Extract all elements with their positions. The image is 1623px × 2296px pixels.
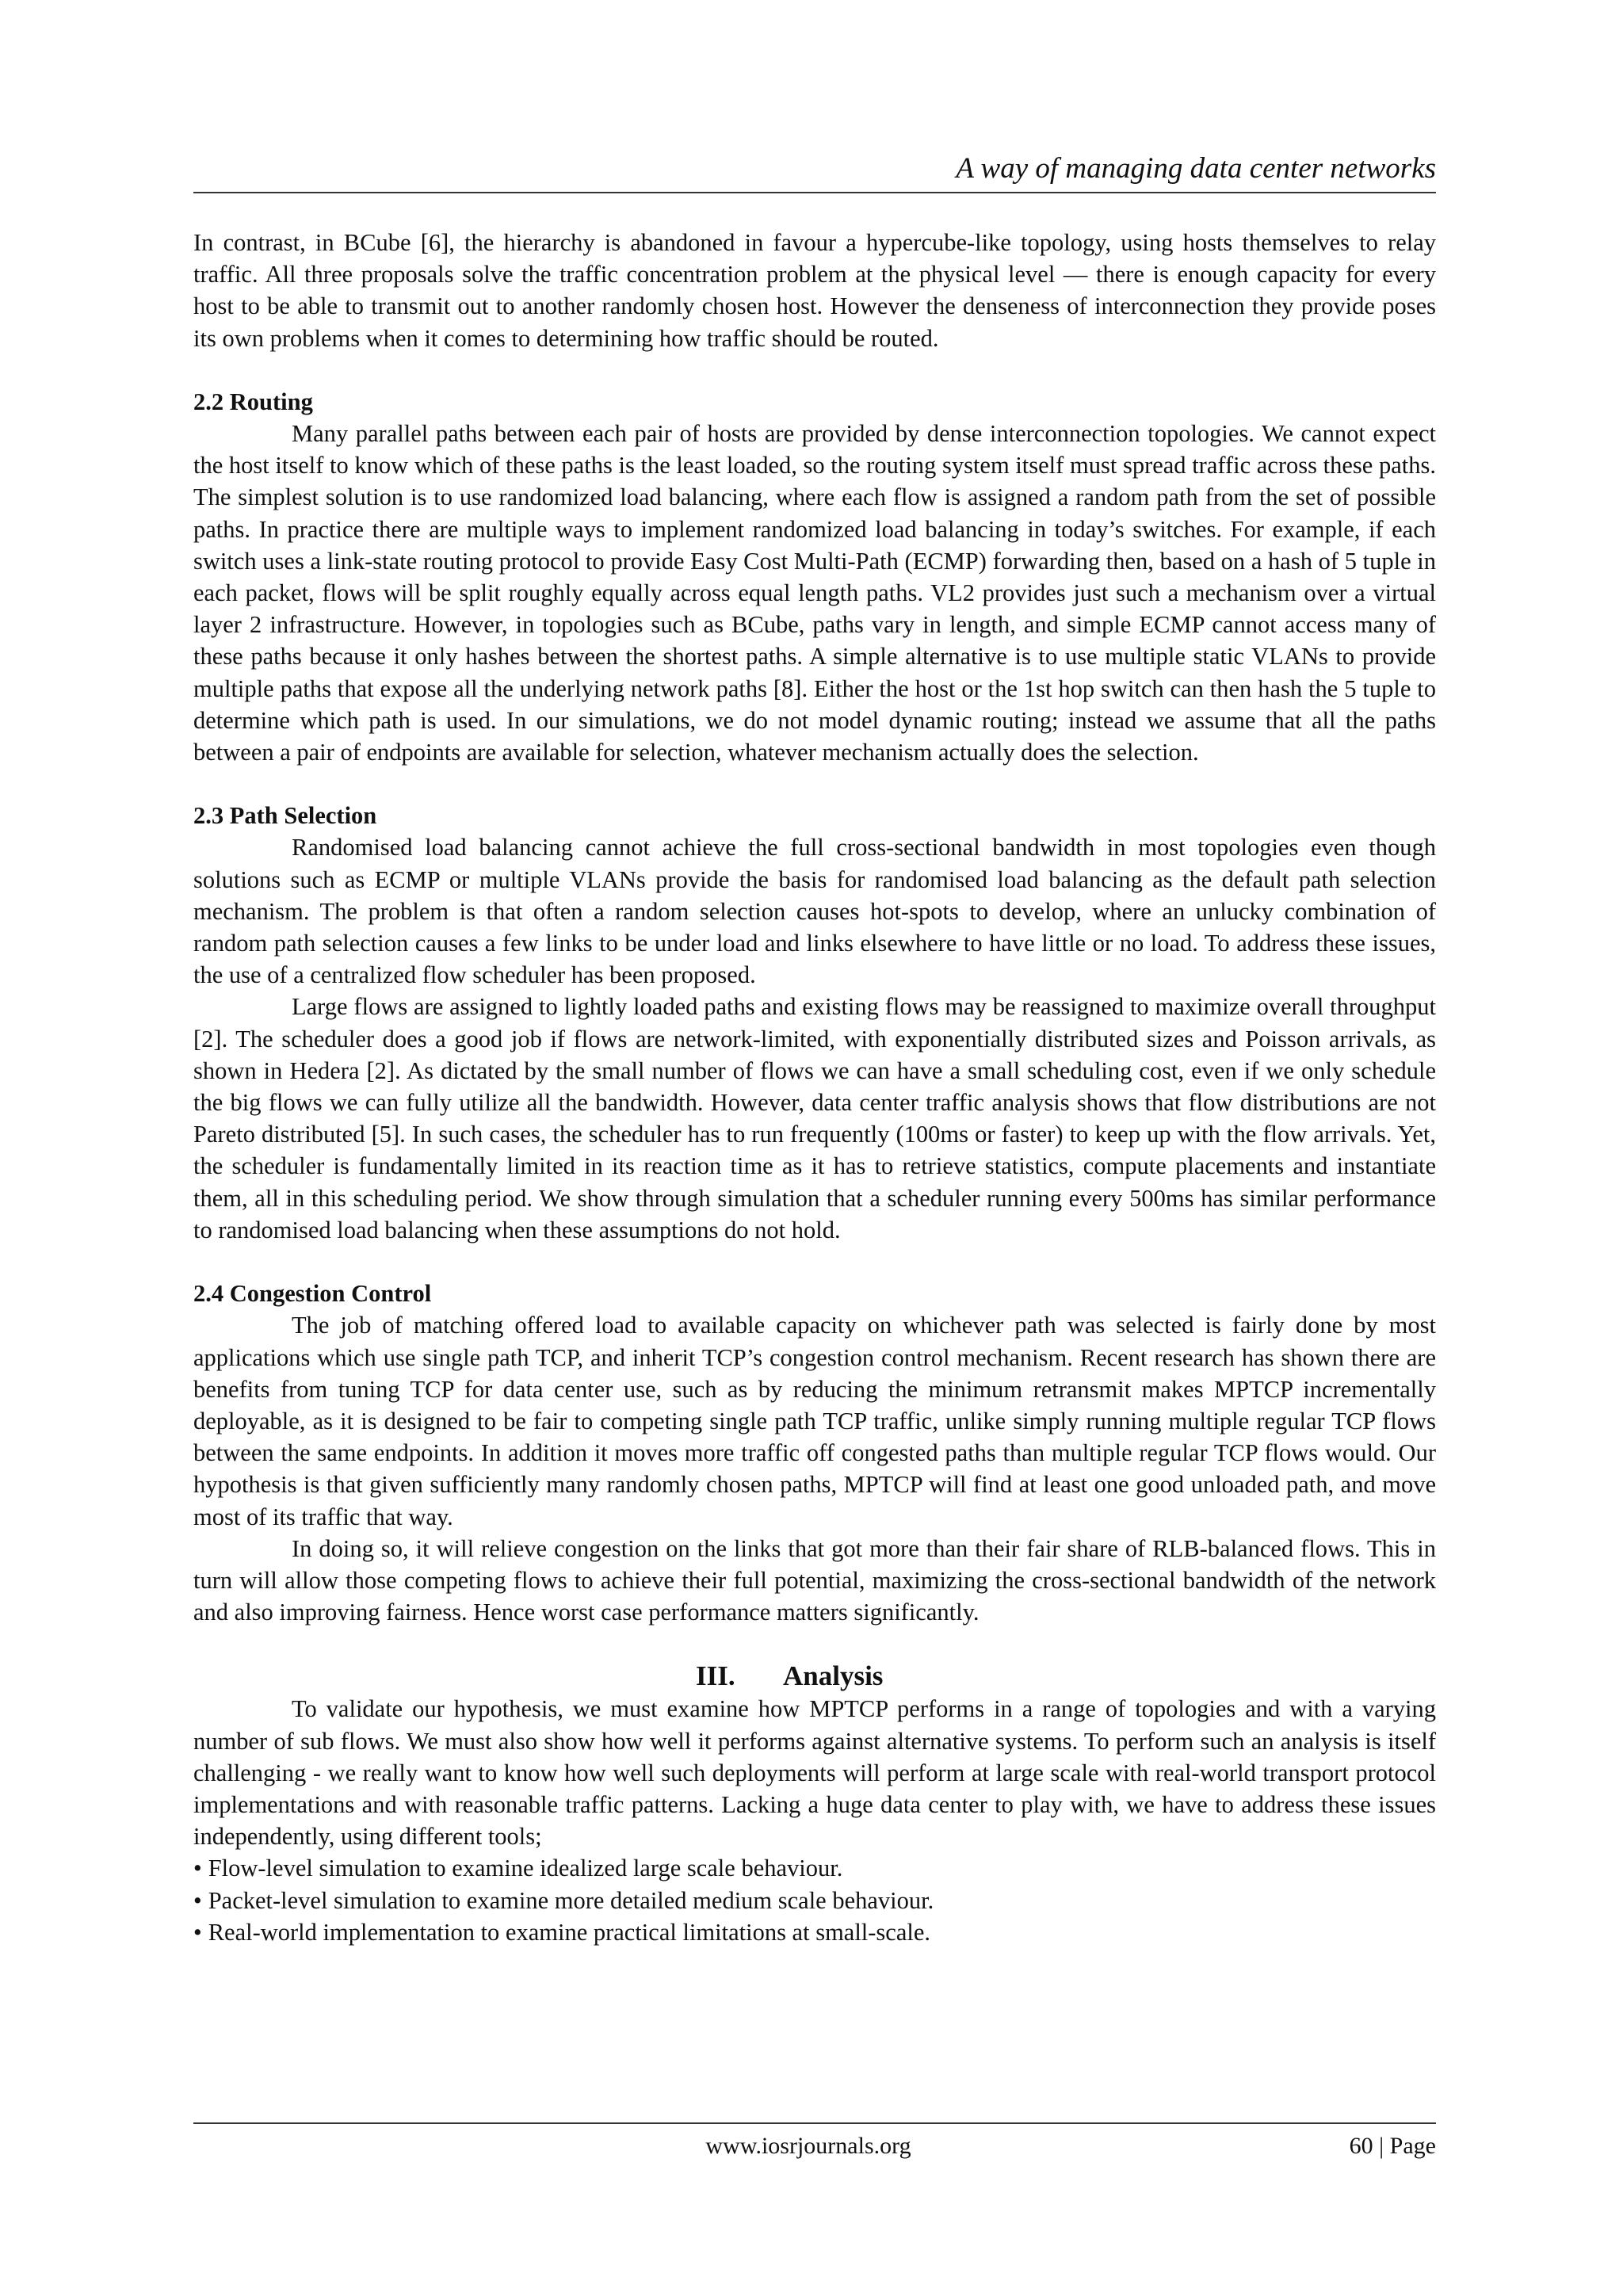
section-heading-analysis (193, 1660, 1436, 1693)
analysis-tool-list (193, 1852, 1436, 1948)
list-item: • Flow-level simulation to examine idealized large scale behaviour. (193, 1855, 843, 1882)
running-title: A way of managing data center networks (956, 152, 1436, 185)
bullet-icon: • (193, 1855, 202, 1882)
paragraph-routing: Many parallel paths between each pair of hosts are provided by dense interconnection topologies. We cannot expect the host itself to know which of these paths is the least loaded, so the routing system itself must spread traffic across these paths. The simplest solution is to use randomized load balancing, where each flow is assigned a random path from the set of possible paths. In practice there are multiple ways to implement randomized load balancing in today’s switches. For example, if each switch uses a link-state routing protocol to provide Easy Cost Multi-Path (ECMP) forwarding then, based on a hash of 5 tuple in each packet, flows will be split roughly equally across equal length paths. VL2 provides just such a mechanism over a virtual layer 2 infrastructure. However, in topologies such as BCube, paths vary in length, and simple ECMP cannot access many of these paths because it only hashes between the shortest paths. A simple alternative is to use multiple static VLANs to provide multiple paths that expose all the underlying network paths [8]. Either the host or the 1st hop switch can then hash the 5 tuple to determine which path is used. In our simulations, we do not model dynamic routing; instead we assume that all the paths between a pair of endpoints are available for selection, whatever mechanism actually does the selection. (193, 420, 1436, 766)
paragraph-bcube: In contrast, in BCube [6], the hierarchy is abandoned in favour a hypercube-like topology, using hosts themselves to relay traffic. All three proposals solve the traffic concentration problem at the physical level — there is enough capacity for every host to be able to transmit out to another randomly chosen host. However the denseness of interconnection they provide poses its own problems when it comes to determining how traffic should be routed. (193, 229, 1436, 352)
section-heading-routing: 2.2 Routing (193, 388, 313, 415)
section-title: Analysis (783, 1660, 884, 1692)
article-body (193, 227, 1436, 1948)
bullet-icon: • (193, 1886, 202, 1914)
list-item: • Real-world implementation to examine practical limitations at small-scale. (193, 1918, 931, 1946)
section-heading-congestion-control: 2.4 Congestion Control (193, 1280, 432, 1308)
footer-rule (193, 2122, 1436, 2124)
page-number: 60 | Page (1349, 2133, 1436, 2159)
list-item: • Packet-level simulation to examine more detailed medium scale behaviour. (193, 1886, 934, 1914)
paragraph-path-selection-1: Randomised load balancing cannot achieve the full cross-sectional bandwidth in most topologies even though solutions such as ECMP or multiple VLANs provide the basis for randomised load balancing as the default path selection mechanism. The problem is that often a random selection causes hot-spots to develop, where an unlucky combination of random path selection causes a few links to be under load and links elsewhere to have little or no load. To address these issues, the use of a centralized flow scheduler has been proposed. (193, 834, 1436, 989)
paragraph-congestion-2: In doing so, it will relieve congestion on the links that got more than their fair share of RLB-balanced flows. This in turn will allow those competing flows to achieve their full potential, maximizing the cross-sectional bandwidth of the network and also improving fairness. Hence worst case performance matters significantly. (193, 1534, 1436, 1626)
paragraph-analysis: To validate our hypothesis, we must examine how MPTCP performs in a range of topologies and with a varying number of sub flows. We must also show how well it performs against alternative systems. To perform such an analysis is itself challenging - we really want to know how well such deployments will perform at large scale with real-world transport protocol implementations and with reasonable traffic patterns. Lacking a huge data center to play with, we have to address these issues independently, using different tools; (193, 1695, 1436, 1851)
section-heading-path-selection: 2.3 Path Selection (193, 802, 377, 830)
bullet-icon: • (193, 1918, 202, 1946)
section-number: III. (696, 1660, 735, 1692)
header-rule (193, 192, 1436, 193)
paragraph-congestion-1: The job of matching offered load to available capacity on whichever path was selected is fairly done by most applications which use single path TCP, and inherit TCP’s congestion control mechanism. Recent research has shown there are benefits from tuning TCP for data center use, such as by reducing the minimum retransmit makes MPTCP incrementally deployable, as it is designed to be fair to competing single path TCP traffic, unlike simply running multiple regular TCP flows between the same endpoints. In addition it moves more traffic off congested paths than multiple regular TCP flows would. Our hypothesis is that given sufficiently many randomly chosen paths, MPTCP will find at least one good unloaded path, and move most of its traffic that way. (193, 1312, 1436, 1530)
paragraph-path-selection-2: Large flows are assigned to lightly loaded paths and existing flows may be reassigned to maximize overall throughput [2]. The scheduler does a good job if flows are network-limited, with exponentially distributed sizes and Poisson arrivals, as shown in Hedera [2]. As dictated by the small number of flows we can have a small scheduling cost, even if we only schedule the big flows we can fully utilize all the bandwidth. However, data center traffic analysis shows that flow distributions are not Pareto distributed [5]. In such cases, the scheduler has to run frequently (100ms or faster) to keep up with the flow arrivals. Yet, the scheduler is fundamentally limited in its reaction time as it has to retrieve statistics, compute placements and instantiate them, all in this scheduling period. We show through simulation that a scheduler running every 500ms has similar performance to randomised load balancing when these assumptions do not hold. (193, 993, 1436, 1244)
footer-website: www.iosrjournals.org (705, 2133, 911, 2159)
